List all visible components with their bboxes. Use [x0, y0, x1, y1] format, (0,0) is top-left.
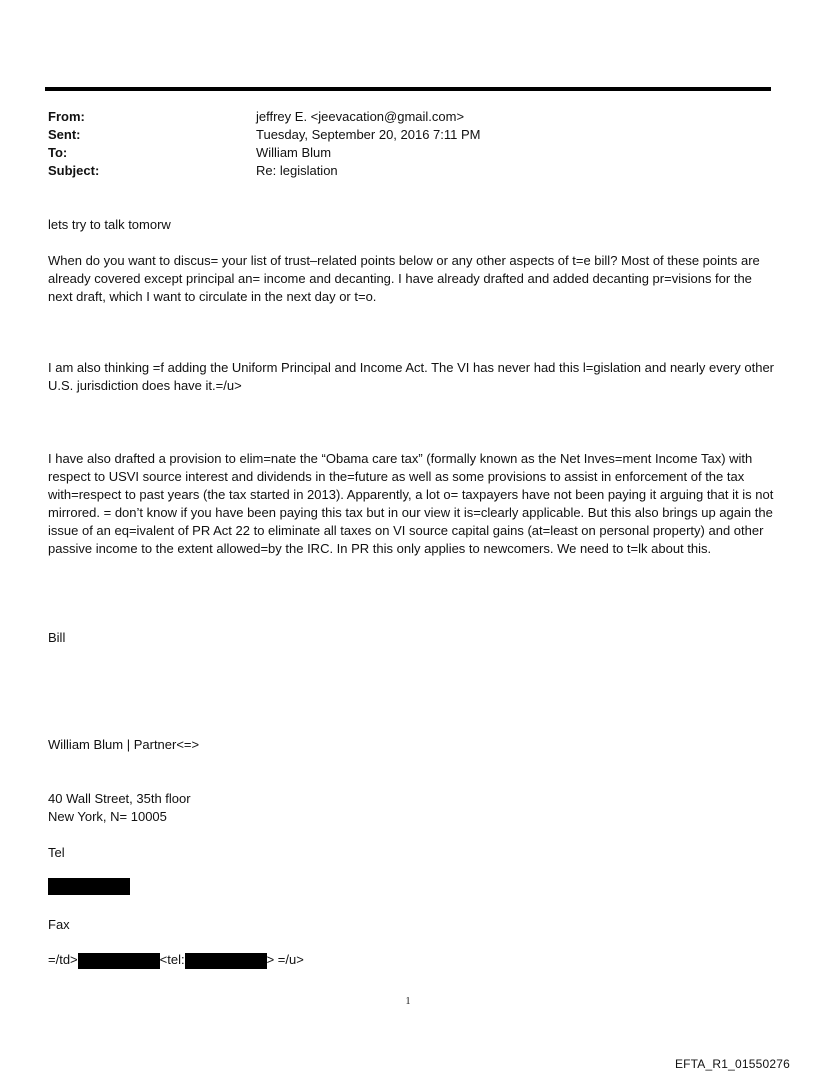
page-number: 1 — [405, 996, 411, 1007]
document-id: EFTA_R1_01550276 — [674, 1057, 790, 1071]
body-paragraph-2: When do you want to discus= your list of trust–related points below or any other aspects of t=e bill? Most of these points are already covered except principal an= income and decanting. I have already drafted and added decanting pr=visions for the next draft, which I want to circulate in the next day or t=o. — [48, 253, 760, 304]
to-label: To: — [48, 145, 68, 160]
redaction-block-tel — [48, 878, 130, 895]
body-paragraph-4: I have also drafted a provision to elim=nate the “Obama care tax” (formally known as the Net Inves=ment Income Tax) with respect to USVI source interest and dividends in the=future as well as some provisions to assist in enforcement of the tax with=respect to past years (the tax started in 2013). Apparently, a lot o= taxpayers have not been paying it arguing that it is not mirrored. = don’t know if you have been paying this tax but in our view it is=clearly applicable. But this also brings up again the issue of an eq=ivalent of PR Act 22 to eliminate all taxes on VI source capital gains (at=least on personal property) and other passive income to the extent allowed=by the IRC. In PR this only applies to newcomers. We need to t=lk about this. — [48, 451, 774, 556]
redaction-block-tel-link — [185, 953, 267, 969]
sent-value: Tuesday, September 20, 2016 7:11 PM — [256, 127, 481, 142]
subject-value: Re: legislation — [256, 163, 338, 178]
signature-address-line-1: 40 Wall Street, 35th floor — [48, 791, 191, 806]
body-paragraph-1: lets try to talk tomorw — [48, 217, 171, 232]
signoff: Bill — [48, 630, 66, 645]
header-divider — [45, 87, 771, 91]
redaction-block-fax — [78, 953, 160, 969]
fax-label: Fax — [48, 917, 70, 932]
from-label: From: — [48, 109, 85, 124]
tel-label: Tel — [48, 845, 65, 860]
to-value: William Blum — [256, 145, 332, 160]
from-value: jeffrey E. <jeevacation@gmail.com> — [256, 109, 465, 124]
body-paragraph-3: I am also thinking =f adding the Uniform Principal and Income Act. The VI has never had this l=gislation and nearly every other U.S. jurisdiction does have it.=/u> — [48, 360, 775, 393]
signature-name-line: William Blum | Partner<=> — [48, 737, 200, 752]
fax-prefix: =/td> — [48, 952, 78, 967]
fax-suffix: > =/u> — [266, 952, 304, 967]
fax-tel-text: <tel: — [159, 952, 185, 967]
fax-line — [48, 951, 778, 969]
sent-label: Sent: — [48, 127, 81, 142]
signature-address-line-2: New York, N= 10005 — [48, 809, 167, 824]
subject-label: Subject: — [48, 163, 100, 178]
